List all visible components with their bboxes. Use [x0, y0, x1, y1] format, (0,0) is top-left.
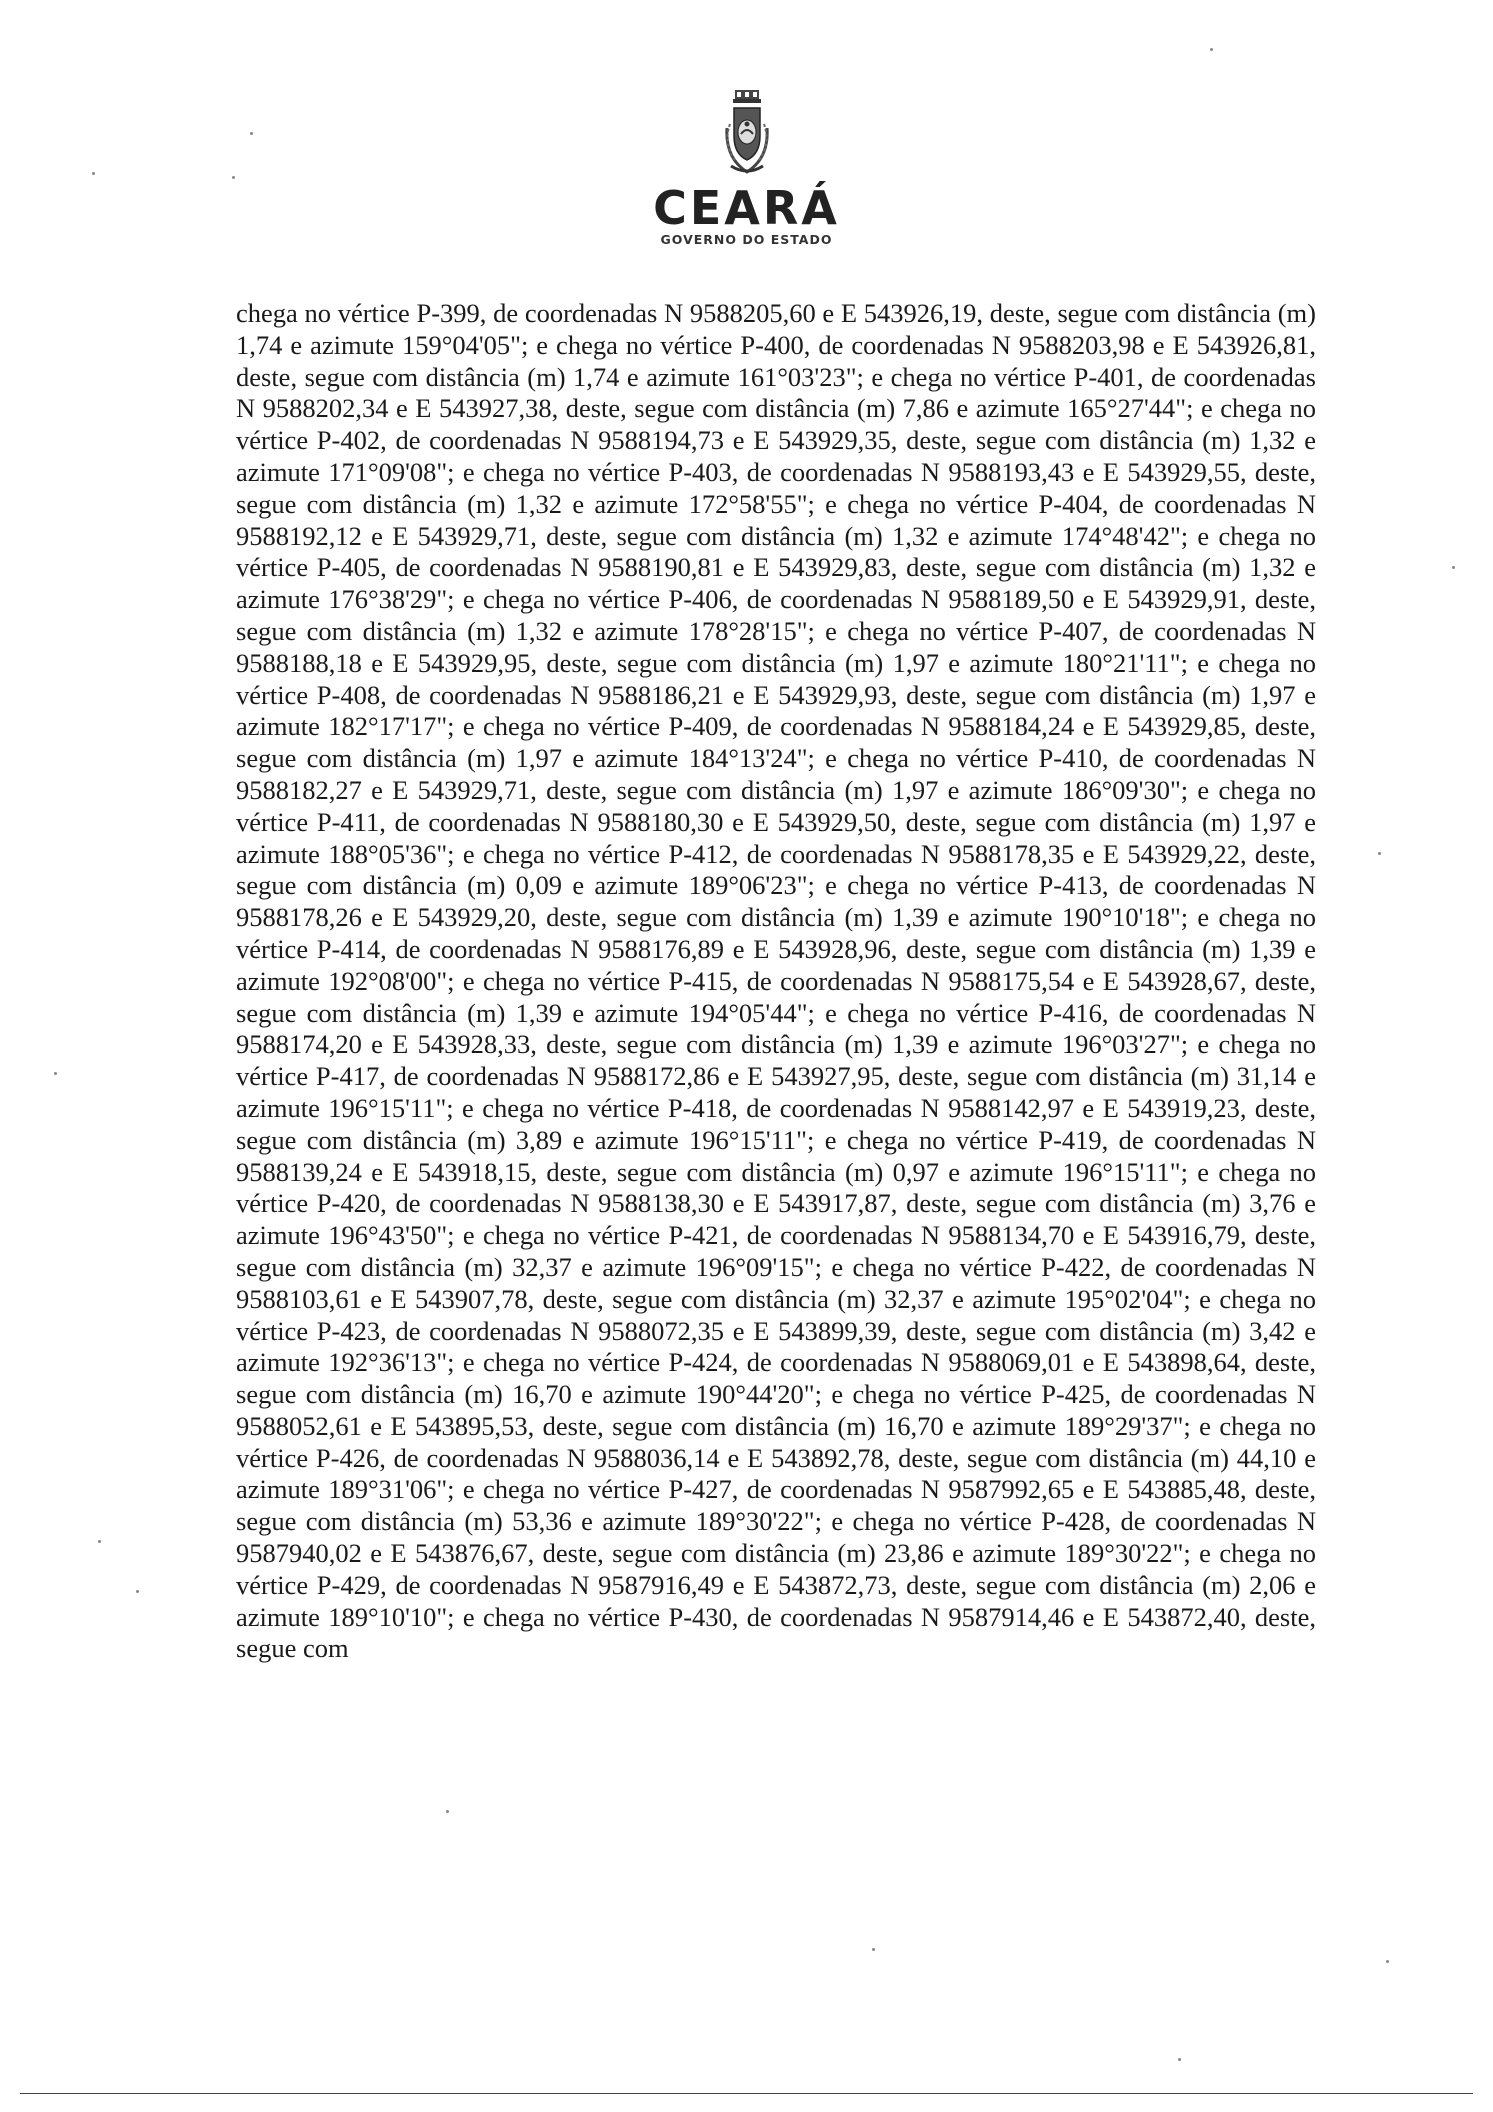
footer-rule — [20, 2093, 1473, 2094]
scan-speck — [54, 1072, 57, 1075]
body-text-block — [236, 298, 1316, 1665]
scan-speck — [136, 1590, 139, 1593]
scan-speck — [1178, 2058, 1181, 2061]
scan-speck — [98, 1540, 101, 1543]
ceara-coat-of-arms-icon — [717, 88, 777, 178]
government-subtitle: GOVERNO DO ESTADO — [660, 232, 833, 247]
scan-speck — [446, 1810, 449, 1813]
scan-speck — [92, 172, 95, 175]
scan-speck — [1378, 852, 1381, 855]
scan-speck — [250, 132, 253, 135]
letterhead — [0, 88, 1493, 248]
scan-speck — [1210, 48, 1213, 51]
scan-speck — [232, 176, 235, 179]
state-name: CEARÁ — [653, 181, 840, 235]
scan-speck — [872, 1948, 875, 1951]
scan-speck — [1452, 566, 1455, 569]
body-paragraph: chega no vértice P-399, de coordenadas N 9588205,60 e E 543926,19, deste, segue com distância (m) 1,74 e azimute 159°04'05"; e chega no vértice P-400, de coordenadas N 9588203,98 e E 543926,81, deste, segue com distância (m) 1,74 e azimute 161°03'23"; e chega no vértice P-401, de coordenadas N 9588202,34 e E 543927,38, deste, segue com distância (m) 7,86 e azimute 165°27'44"; e chega no vértice P-402, de coordenadas N 9588194,73 e E 543929,35, deste, segue com distância (m) 1,32 e azimute 171°09'08"; e chega no vértice P-403, de coordenadas N 9588193,43 e E 543929,55, deste, segue com distância (m) 1,32 e azimute 172°58'55"; e chega no vértice P-404, de coordenadas N 9588192,12 e E 543929,71, deste, segue com distância (m) 1,32 e azimute 174°48'42"; e chega no vértice P-405, de coordenadas N 9588190,81 e E 543929,83, deste, segue com distância (m) 1,32 e azimute 176°38'29"; e chega no vértice P-406, de coordenadas N 9588189,50 e E 543929,91, deste, segue com distância (m) 1,32 e azimute 178°28'15"; e chega no vértice P-407, de coordenadas N 9588188,18 e E 543929,95, deste, segue com distância (m) 1,97 e azimute 180°21'11"; e chega no vértice P-408, de coordenadas N 9588186,21 e E 543929,93, deste, segue com distância (m) 1,97 e azimute 182°17'17"; e chega no vértice P-409, de coordenadas N 9588184,24 e E 543929,85, deste, segue com distância (m) 1,97 e azimute 184°13'24"; e chega no vértice P-410, de coordenadas N 9588182,27 e E 543929,71, deste, segue com distância (m) 1,97 e azimute 186°09'30"; e chega no vértice P-411, de coordenadas N 9588180,30 e E 543929,50, deste, segue com distância (m) 1,97 e azimute 188°05'36"; e chega no vértice P-412, de coordenadas N 9588178,35 e E 543929,22, deste, segue com distância (m) 0,09 e azimute 189°06'23"; e chega no vértice P-413, de coordenadas N 9588178,26 e E 543929,20, deste, segue com distância (m) 1,39 e azimute 190°10'18"; e chega no vértice P-414, de coordenadas N 9588176,89 e E 543928,96, deste, segue com distância (m) 1,39 e azimute 192°08'00"; e chega no vértice P-415, de coordenadas N 9588175,54 e E 543928,67, deste, segue com distância (m) 1,39 e azimute 194°05'44"; e chega no vértice P-416, de coordenadas N 9588174,20 e E 543928,33, deste, segue com distância (m) 1,39 e azimute 196°03'27"; e chega no vértice P-417, de coordenadas N 9588172,86 e E 543927,95, deste, segue com distância (m) 31,14 e azimute 196°15'11"; e chega no vértice P-418, de coordenadas N 9588142,97 e E 543919,23, deste, segue com distância (m) 3,89 e azimute 196°15'11"; e chega no vértice P-419, de coordenadas N 9588139,24 e E 543918,15, deste, segue com distância (m) 0,97 e azimute 196°15'11"; e chega no vértice P-420, de coordenadas N 9588138,30 e E 543917,87, deste, segue com distância (m) 3,76 e azimute 196°43'50"; e chega no vértice P-421, de coordenadas N 9588134,70 e E 543916,79, deste, segue com distância (m) 32,37 e azimute 196°09'15"; e chega no vértice P-422, de coordenadas N 9588103,61 e E 543907,78, deste, segue com distância (m) 32,37 e azimute 195°02'04"; e chega no vértice P-423, de coordenadas N 9588072,35 e E 543899,39, deste, segue com distância (m) 3,42 e azimute 192°36'13"; e chega no vértice P-424, de coordenadas N 9588069,01 e E 543898,64, deste, segue com distância (m) 16,70 e azimute 190°44'20"; e chega no vértice P-425, de coordenadas N 9588052,61 e E 543895,53, deste, segue com distância (m) 16,70 e azimute 189°29'37"; e chega no vértice P-426, de coordenadas N 9588036,14 e E 543892,78, deste, segue com distância (m) 44,10 e azimute 189°31'06"; e chega no vértice P-427, de coordenadas N 9587992,65 e E 543885,48, deste, segue com distância (m) 53,36 e azimute 189°30'22"; e chega no vértice P-428, de coordenadas N 9587940,02 e E 543876,67, deste, segue com distância (m) 23,86 e azimute 189°30'22"; e chega no vértice P-429, de coordenadas N 9587916,49 e E 543872,73, deste, segue com distância (m) 2,06 e azimute 189°10'10"; e chega no vértice P-430, de coordenadas N 9587914,46 e E 543872,40, deste, segue com — [236, 298, 1316, 1664]
scan-speck — [1386, 1960, 1389, 1963]
